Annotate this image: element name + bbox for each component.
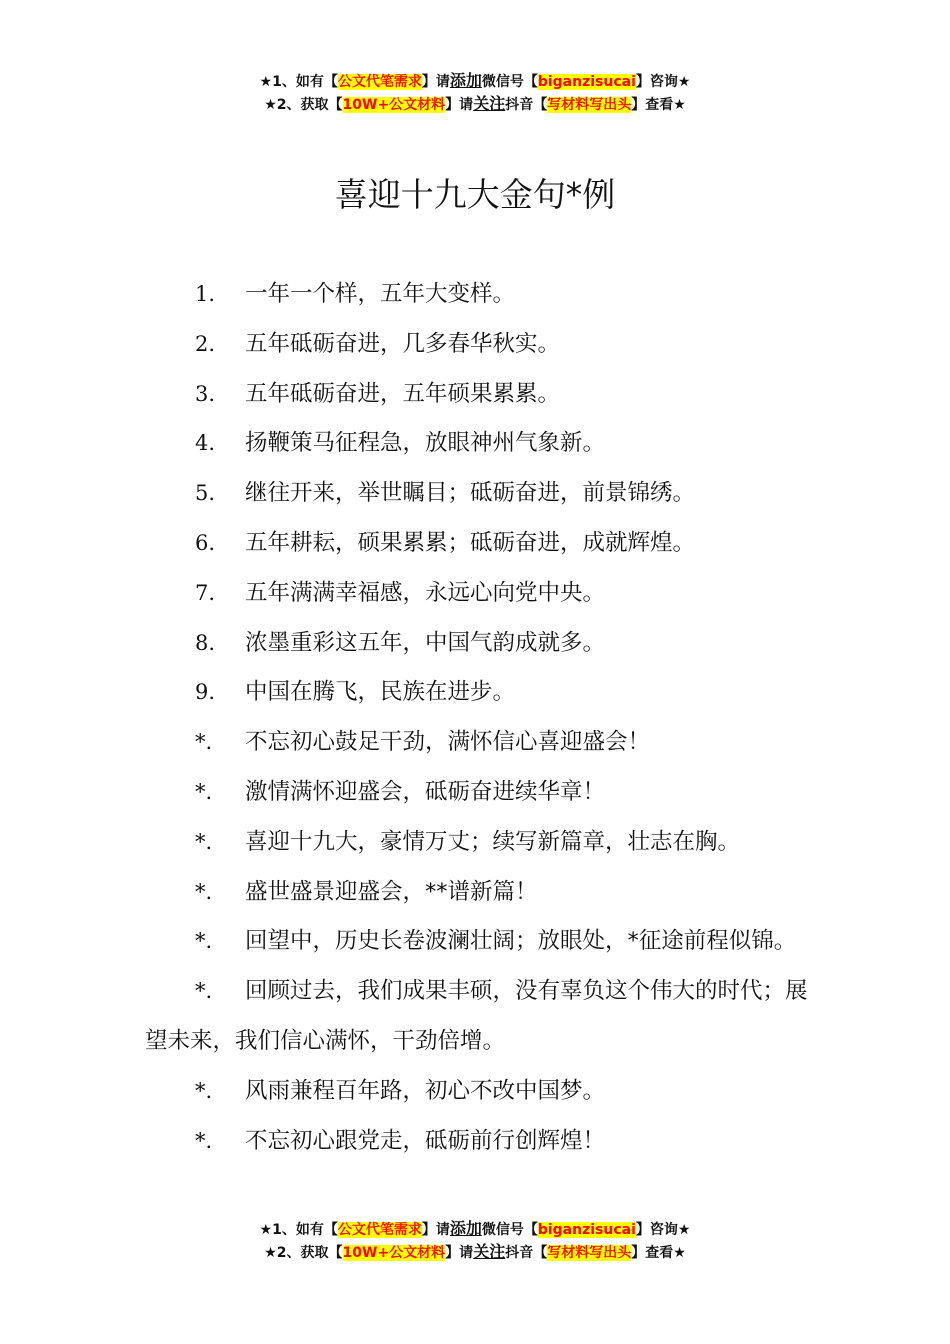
banner-text: 】咨询★ [635,74,691,90]
list-item-text: 激情满怀迎盛会，砥砺奋进续华章！ [245,778,606,805]
list-item-number: 6. [195,530,216,555]
list-item [145,818,810,868]
list-item-number: *. [195,929,213,954]
list-item [145,270,810,320]
list-item-text: 五年耕耘，硕果累累；砥砺奋进，成就辉煌。 [245,529,696,556]
list-item-number: 5. [195,481,216,506]
banner-text: 抖音【 [505,97,548,113]
banner-text: 】请 [421,1222,450,1238]
banner-line-1 [0,1218,950,1241]
banner-text: 】请 [445,1245,474,1261]
list-item [145,619,810,669]
banner-line-1 [0,70,950,93]
banner-highlight: biganzisucai [537,74,636,90]
list-item [145,569,810,619]
list-item-text: 回顾过去，我们成果丰硕，没有辜负这个伟大的时代；展望未来，我们信心满怀，干劲倍增。 [145,978,808,1054]
list-item-number: *. [195,779,213,804]
banner-text: 抖音【 [505,1245,548,1261]
banner-emphasis: 关注 [473,1242,506,1261]
list-item [145,320,810,370]
banner-highlight: 10W+公文材料 [342,1245,446,1261]
list-item-number: 2. [195,331,216,356]
slogan-list [145,270,810,1166]
list-item-text: 五年砥砺奋进，五年硕果累累。 [245,380,561,407]
list-item-text: 五年满满幸福感，永远心向党中央。 [245,579,606,606]
list-item-number: *. [195,1128,213,1153]
banner-text: 微信号【 [481,1222,538,1238]
list-item [145,768,810,818]
list-item-text: 继往开来，举世瞩目；砥砺奋进，前景锦绣。 [245,480,696,507]
list-item [145,967,810,1067]
banner-text: 微信号【 [481,74,538,90]
list-item-number: 9. [195,680,216,705]
header-banner [0,70,950,116]
list-item-text: 一年一个样，五年大变样。 [245,281,516,307]
list-item-text: 扬鞭策马征程急，放眼神州气象新。 [245,430,606,457]
list-item-text: 中国在腾飞，民族在进步。 [245,679,516,706]
banner-emphasis: 添加 [449,1219,482,1238]
banner-text: 】咨询★ [635,1222,691,1238]
list-item-number: 4. [195,431,216,456]
list-item-number: *. [195,979,213,1004]
footer-banner [0,1218,950,1264]
banner-text: 】请 [421,74,450,90]
banner-line-2 [0,93,950,116]
banner-line-2 [0,1241,950,1264]
banner-highlight: biganzisucai [537,1222,636,1238]
list-item [145,668,810,718]
banner-highlight: 公文代笔需求 [337,1222,422,1238]
banner-highlight: 10W+公文材料 [342,97,446,113]
list-item-text: 盛世盛景迎盛会，**谱新篇！ [245,878,538,905]
list-item-number: *. [195,829,213,854]
list-item [145,1067,810,1117]
banner-emphasis: 添加 [449,71,482,90]
banner-text: 】请 [445,97,474,113]
list-item-number: *. [195,730,213,755]
banner-highlight: 写材料写出头 [547,97,632,113]
list-item [145,917,810,967]
banner-highlight: 写材料写出头 [547,1245,632,1261]
banner-highlight: 公文代笔需求 [337,74,422,90]
banner-text: 】查看★ [631,1245,686,1261]
list-item [145,519,810,569]
banner-text: ★1、如有【 [259,1222,338,1238]
banner-text: ★2、获取【 [264,1245,343,1261]
list-item-text: 喜迎十九大，豪情万丈；续写新篇章，壮志在胸。 [245,828,741,855]
list-item [145,718,810,768]
list-item-number: 8. [195,630,216,655]
banner-text: ★2、获取【 [264,97,343,113]
list-item-text: 浓墨重彩这五年，中国气韵成就多。 [245,629,606,656]
list-item-text: 不忘初心鼓足干劲，满怀信心喜迎盛会！ [245,729,651,756]
list-item [145,469,810,519]
list-item-text: 回望中，历史长卷波澜壮阔；放眼处，*征途前程似锦。 [245,928,797,955]
banner-emphasis: 关注 [473,94,506,113]
list-item-text: 风雨兼程百年路，初心不改中国梦。 [245,1077,606,1104]
list-item-text: 五年砥砺奋进，几多春华秋实。 [245,330,561,357]
list-item-number: 7. [195,580,216,605]
list-item [145,419,810,469]
banner-text: ★1、如有【 [259,74,338,90]
banner-text: 】查看★ [631,97,686,113]
page-title: 喜迎十九大金句*例 [334,175,616,214]
list-item [145,370,810,420]
list-item-number: *. [195,879,213,904]
list-item [145,1117,810,1167]
list-item-text: 不忘初心跟党走，砥砺前行创辉煌！ [245,1127,606,1154]
list-item-number: 1. [195,282,216,306]
list-item-number: *. [195,1078,213,1103]
list-item [145,868,810,918]
list-item-number: 3. [195,381,216,406]
